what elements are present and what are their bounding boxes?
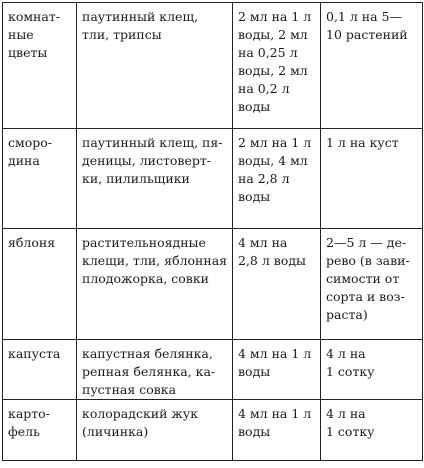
dose-cell: 4 мл на 2,8 л воды	[233, 229, 321, 340]
dose-cell: 4 мл на 1 л воды	[233, 400, 321, 461]
pesticide-dosage-table	[2, 2, 423, 461]
plant-cell: комнат- ные цветы	[3, 3, 77, 129]
plant-cell: карто- фель	[3, 400, 77, 461]
table-row	[3, 229, 423, 340]
norm-cell: 4 л на 1 сотку	[321, 400, 423, 461]
table-row	[3, 129, 423, 229]
dose-cell: 4 мл на 1 л воды	[233, 340, 321, 400]
pests-cell: капустная белянка, репная белянка, ка- пустная совка	[77, 340, 233, 400]
dose-cell: 2 мл на 1 л воды, 4 мл на 2,8 л воды	[233, 129, 321, 229]
table-row	[3, 340, 423, 400]
pests-cell: паутинный клещ, тли, трипсы	[77, 3, 233, 129]
pests-cell: растительноядные клещи, тли, яблонная плодожорка, совки	[77, 229, 233, 340]
plant-cell: сморо- дина	[3, 129, 77, 229]
pests-cell: колорадский жук (личинка)	[77, 400, 233, 461]
norm-cell: 0,1 л на 5— 10 растений	[321, 3, 423, 129]
plant-cell: яблоня	[3, 229, 77, 340]
table-row	[3, 3, 423, 129]
norm-cell: 1 л на куст	[321, 129, 423, 229]
norm-cell: 2—5 л — де- рево (в зави- симости от сорта и воз- раста)	[321, 229, 423, 340]
plant-cell: капуста	[3, 340, 77, 400]
table-row	[3, 400, 423, 461]
pests-cell: паутинный клещ, пя- деницы, листоверт- ки, пилильщики	[77, 129, 233, 229]
dose-cell: 2 мл на 1 л воды, 2 мл на 0,25 л воды, 2 мл на 0,2 л воды	[233, 3, 321, 129]
norm-cell: 4 л на 1 сотку	[321, 340, 423, 400]
